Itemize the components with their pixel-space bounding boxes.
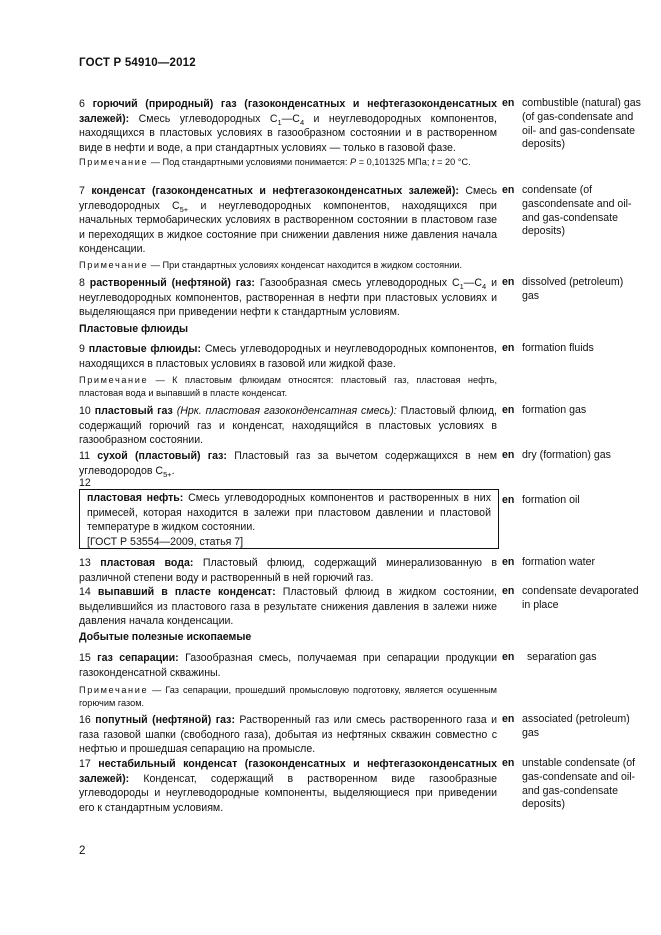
lang-code: en bbox=[502, 651, 515, 663]
lang-code: en bbox=[502, 585, 515, 597]
section-heading-products: Добытые полезные ископаемые bbox=[79, 631, 252, 643]
en-term: formation fluids bbox=[522, 342, 594, 354]
lang-code: en bbox=[502, 276, 515, 288]
en-term: formation oil bbox=[522, 494, 580, 506]
lang-code: en bbox=[502, 494, 515, 506]
en-term: dissolved (petroleum) gas bbox=[522, 276, 624, 302]
reference: [ГОСТ Р 53554—2009, статья 7] bbox=[87, 535, 244, 548]
en-term: condensate (of gascondensate and oil- and gas-condensate deposits) bbox=[522, 184, 632, 238]
lang-code: en bbox=[502, 757, 515, 769]
entry-17: 17 нестабильный конденсат (газоконденсатных и нефтегазоконденсатных залежей): Конденсат, содержащий в растворенном виде газообразные углеводороды и неуглеводородные компоненты, выделяющиеся при приведении его к стандартным условиям. bbox=[79, 758, 497, 814]
entry-9: 9 пластовые флюиды: Смесь углеводородных и неуглеводородных компонентов, находящихся в пластовых условиях в газовой или жидкой фазе. bbox=[79, 343, 498, 370]
en-term: formation gas bbox=[522, 404, 587, 416]
section-heading-fluids: Пластовые флюиды bbox=[79, 323, 189, 335]
lang-code: en bbox=[502, 404, 515, 416]
note-6: Примечание — Под стандартными условиями понимается: P = 0,101325 МПа; t = 20 °С. bbox=[79, 157, 471, 167]
entry-6: 6 горючий (природный) газ (газоконденсатных и нефтегазоконденсатных залежей): Смесь углеводородных $С_1—С_4$ и неуглеводородных компонентов, находящихся в пластовых условиях в газообразном состоянии и в растворенном виде в нефти и воде, а при стандартных условиях — только в газовой фазе. bbox=[79, 98, 497, 154]
lang-code: en bbox=[502, 342, 515, 354]
page-number: 2 bbox=[79, 845, 86, 857]
term: горючий (природный) газ (газоконденсатных и нефтегазоконденсатных залежей): bbox=[79, 98, 497, 125]
en-term: associated (petroleum) gas bbox=[522, 713, 630, 739]
en-term: condensate devaporated in place bbox=[522, 585, 639, 611]
note-15: Примечание — Газ сепарации, прошедший промысловую подготовку, является осушенным горючим газом. bbox=[79, 685, 497, 708]
en-term: unstable condensate (of gas-condensate and oil- and gas-condensate deposits) bbox=[522, 757, 636, 811]
en-term: dry (formation) gas bbox=[522, 449, 611, 461]
entry-16: 16 попутный (нефтяной) газ: Растворенный газ или смесь растворенного газа и газа газовой шапки (свободного газа), добытая из нефтяных скважин совместно с нефтью и прошедшая сепарацию на промысле. bbox=[79, 714, 498, 756]
lang-code: en bbox=[502, 97, 515, 109]
lang-code: en bbox=[502, 556, 515, 568]
document-header: ГОСТ Р 54910—2012 bbox=[79, 57, 196, 69]
entry-12-box: пластовая нефть: Смесь углеводородных компонентов и растворенных в них примесей, которая находится в залежи при пластовом давлении и пластовой температуре в жидком состоянии. [ГОСТ Р 53554—2009, статья 7] bbox=[79, 489, 499, 549]
lang-code: en bbox=[502, 449, 515, 461]
en-term: combustible (natural) gas (of gas-condensate and oil- and gas-condensate deposits) bbox=[522, 97, 641, 151]
entry-15: 15 газ сепарации: Газообразная смесь, получаемая при сепарации продукции газоконденсатной скважины. bbox=[79, 652, 497, 679]
entry-12-number: 12 bbox=[79, 477, 91, 489]
note-7: Примечание — При стандартных условиях конденсат находится в жидком состоянии. bbox=[79, 260, 463, 270]
entry-13: 13 пластовая вода: Пластовый флюид, содержащий минерализованную в различной степени воду и растворенный в ней горючий газ. bbox=[79, 557, 497, 584]
lang-code: en bbox=[502, 713, 515, 725]
lang-code: en bbox=[502, 184, 515, 196]
entry-10: 10 пластовый газ (Нрк. пластовая газоконденсатная смесь): Пластовый флюид, содержащий горючий газ и конденсат, находящийся в пластовых условиях в газообразном состоянии. bbox=[79, 405, 497, 447]
en-term: separation gas bbox=[527, 651, 597, 663]
note-9: Примечание — К пластовым флюидам относятся: пластовый газ, пластовая нефть, пластовая вода и выпавший в пласте конденсат. bbox=[79, 375, 497, 398]
entry-11: 11 сухой (пластовый) газ: Пластовый газ за вычетом содержащихся в нем углеводородов $С_{5+}$. bbox=[79, 450, 497, 479]
entry-14: 14 выпавший в пласте конденсат: Пластовый флюид в жидком состоянии, выделившийся из пластового газа в результате снижения давления в залежи ниже давления начала конденсации. bbox=[79, 586, 497, 628]
en-term: formation water bbox=[522, 556, 596, 568]
entry-7: 7 конденсат (газоконденсатных и нефтегазоконденсатных залежей): Смесь углеводородных $С_{5+}$ и неуглеводородных компонентов, находящихся при начальных термобарических условиях в растворенном состоянии в пластовом газе и переходящих в жидкое состояние при снижении давления ниже давления начала конденсации. bbox=[79, 185, 497, 256]
entry-8: 8 растворенный (нефтяной) газ: Газообразная смесь углеводородных $С_1—С_4$ и неуглеводородных компонентов, растворенная в нефти при пластовых условиях и выделяющаяся при приведении нефти к стандартным условиям. bbox=[79, 277, 497, 319]
